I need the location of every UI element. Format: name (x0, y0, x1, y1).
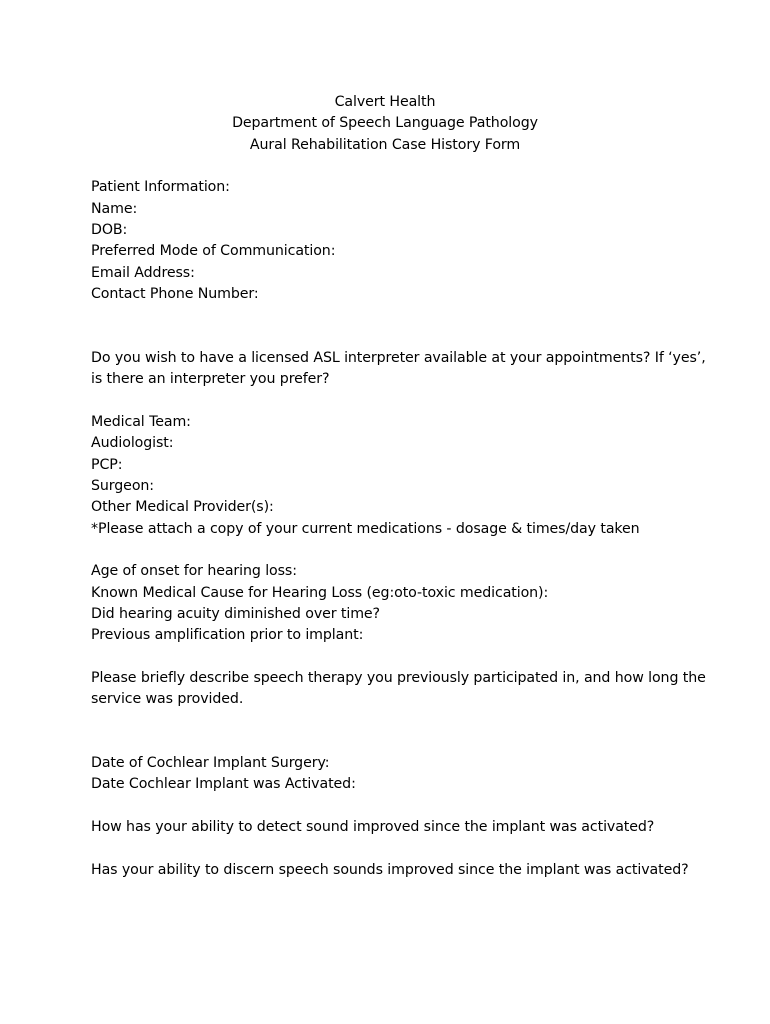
email-label: Email Address: (91, 265, 195, 281)
medications-note: *Please attach a copy of your current medications - dosage & times/day taken (91, 521, 640, 537)
prior-amplification-label: Previous amplification prior to implant: (91, 627, 364, 643)
activation-date-label: Date Cochlear Implant was Activated: (91, 776, 356, 792)
detect-sound-question: How has your ability to detect sound improved since the implant was activated? (91, 819, 655, 835)
organization-name: Calvert Health (334, 94, 436, 110)
discern-speech-question: Has your ability to discern speech sounds improved since the implant was activated? (91, 862, 689, 878)
pcp-label: PCP: (91, 457, 123, 473)
surgeon-label: Surgeon: (91, 478, 154, 494)
communication-mode-label: Preferred Mode of Communication: (91, 243, 336, 259)
patient-info-heading: Patient Information: (91, 179, 230, 195)
medical-team-heading: Medical Team: (91, 414, 191, 430)
audiologist-label: Audiologist: (91, 435, 174, 451)
surgery-date-label: Date of Cochlear Implant Surgery: (91, 755, 330, 771)
name-label: Name: (91, 201, 138, 217)
acuity-diminished-label: Did hearing acuity diminished over time? (91, 606, 380, 622)
other-providers-label: Other Medical Provider(s): (91, 499, 274, 515)
medical-cause-label: Known Medical Cause for Hearing Loss (eg:oto-toxic medication): (91, 585, 549, 601)
age-of-onset-label: Age of onset for hearing loss: (91, 563, 297, 579)
phone-label: Contact Phone Number: (91, 286, 259, 302)
dob-label: DOB: (91, 222, 128, 238)
department-name: Department of Speech Language Pathology (232, 115, 538, 131)
speech-therapy-question-line2: service was provided. (91, 691, 244, 707)
form-title: Aural Rehabilitation Case History Form (249, 137, 521, 153)
interpreter-question-line2: is there an interpreter you prefer? (91, 371, 330, 387)
interpreter-question-line1: Do you wish to have a licensed ASL interpreter available at your appointments? If ‘yes’, (91, 350, 706, 366)
speech-therapy-question-line1: Please briefly describe speech therapy you previously participated in, and how long the (91, 670, 706, 686)
